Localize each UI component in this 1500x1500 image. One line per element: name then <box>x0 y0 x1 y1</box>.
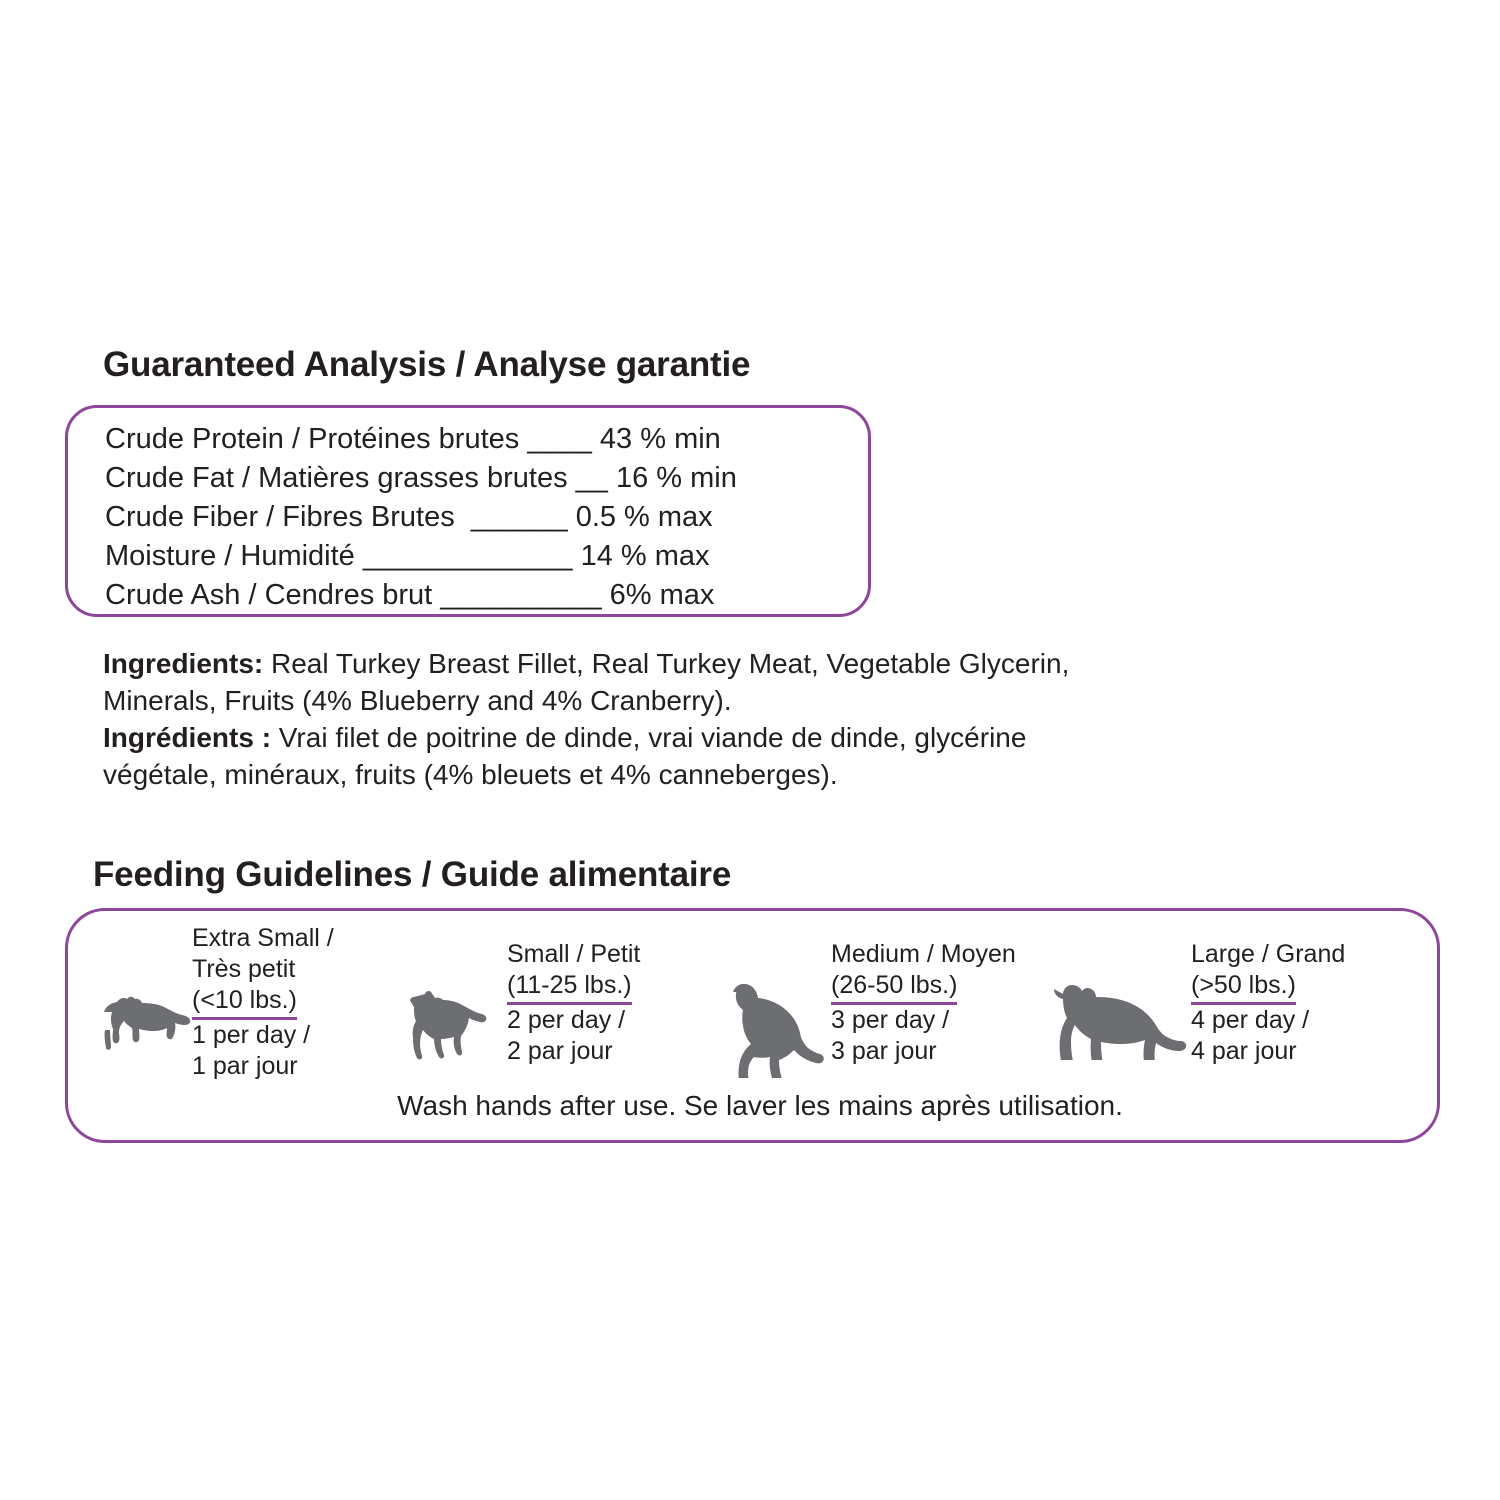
guaranteed-analysis-heading: Guaranteed Analysis / Analyse garantie <box>103 345 751 384</box>
table-row <box>105 420 845 459</box>
nutrient-dashes: _____________ <box>354 540 581 572</box>
table-row <box>105 576 845 615</box>
feeding-weight: (>50 lbs.) <box>1191 970 1296 1005</box>
feeding-item-medium <box>705 915 1050 1090</box>
feeding-amount-line2: 1 par jour <box>192 1052 298 1080</box>
feeding-guidelines-items <box>70 915 1440 1090</box>
nutrient-value: 16 % min <box>615 462 737 494</box>
feeding-size-line1: Medium / Moyen <box>831 940 1016 968</box>
feeding-medium-text <box>831 939 1016 1067</box>
ingredients-en-text: Real Turkey Breast Fillet, Real Turkey Meat, Vegetable Glycerin, Minerals, Fruits (4% Blueberry and 4% Cranberry). <box>103 648 1070 716</box>
ingredients-fr-text: Vrai filet de poitrine de dinde, vrai viande de dinde, glycérine végétale, minéraux, fruits (4% bleuets et 4% canneberges). <box>103 722 1027 790</box>
nutrient-label: Crude Fat / Matières grasses brutes <box>105 462 568 494</box>
feeding-amount-line1: 1 per day / <box>192 1021 311 1049</box>
feeding-size-line1: Extra Small / <box>192 924 334 952</box>
feeding-size-line1: Small / Petit <box>507 940 641 968</box>
feeding-amount-line2: 3 par jour <box>831 1037 937 1065</box>
nutrient-label: Crude Fiber / Fibres Brutes <box>105 501 455 533</box>
ingredients-fr-label: Ingrédients : <box>103 722 272 753</box>
feeding-amount-line2: 2 par jour <box>507 1037 613 1065</box>
feeding-large-text <box>1191 939 1345 1067</box>
feeding-item-small <box>395 915 715 1090</box>
feeding-amount-line2: 4 par jour <box>1191 1037 1297 1065</box>
nutrient-value: 6% max <box>609 579 715 611</box>
dog-small-icon <box>403 990 499 1062</box>
dog-large-icon <box>1049 980 1189 1060</box>
ingredients-fr <box>103 719 1093 793</box>
ingredients-section <box>103 645 1093 793</box>
feeding-size-line1: Large / Grand <box>1191 940 1346 968</box>
nutrient-value: 0.5 % max <box>575 501 713 533</box>
feeding-weight: (<10 lbs.) <box>192 985 297 1020</box>
feeding-small-text <box>507 939 640 1067</box>
feeding-item-extra-small <box>80 915 400 1090</box>
feeding-size-line2: Très petit <box>192 955 296 983</box>
feeding-amount-line1: 2 per day / <box>507 1006 626 1034</box>
nutrient-dashes: ____ <box>519 423 600 455</box>
nutrient-label: Moisture / Humidité <box>105 540 355 572</box>
feeding-guidelines-heading: Feeding Guidelines / Guide alimentaire <box>93 855 732 894</box>
nutrient-dashes: __________ <box>432 579 610 611</box>
nutrient-value: 43 % min <box>599 423 721 455</box>
dog-extra-small-icon <box>96 996 192 1050</box>
nutrient-dashes: ______ <box>454 501 576 533</box>
ingredients-en <box>103 645 1093 719</box>
dog-medium-icon <box>709 982 827 1078</box>
table-row <box>105 459 845 498</box>
nutrient-dashes: __ <box>567 462 616 494</box>
ingredients-en-label: Ingredients: <box>103 648 264 679</box>
feeding-item-large <box>1045 915 1415 1090</box>
nutrient-label: Crude Protein / Protéines brutes <box>105 423 520 455</box>
wash-hands-note: Wash hands after use. Se laver les mains après utilisation. <box>397 1090 1123 1121</box>
nutrient-label: Crude Ash / Cendres brut <box>105 579 433 611</box>
nutrient-value: 14 % max <box>580 540 710 572</box>
feeding-weight: (11-25 lbs.) <box>507 970 632 1005</box>
table-row <box>105 537 845 576</box>
guaranteed-analysis-list <box>105 420 845 615</box>
feeding-weight: (26-50 lbs.) <box>831 970 957 1005</box>
feeding-amount-line1: 4 per day / <box>1191 1006 1310 1034</box>
table-row <box>105 498 845 537</box>
feeding-extra-small-text <box>192 923 334 1082</box>
feeding-amount-line1: 3 per day / <box>831 1006 950 1034</box>
